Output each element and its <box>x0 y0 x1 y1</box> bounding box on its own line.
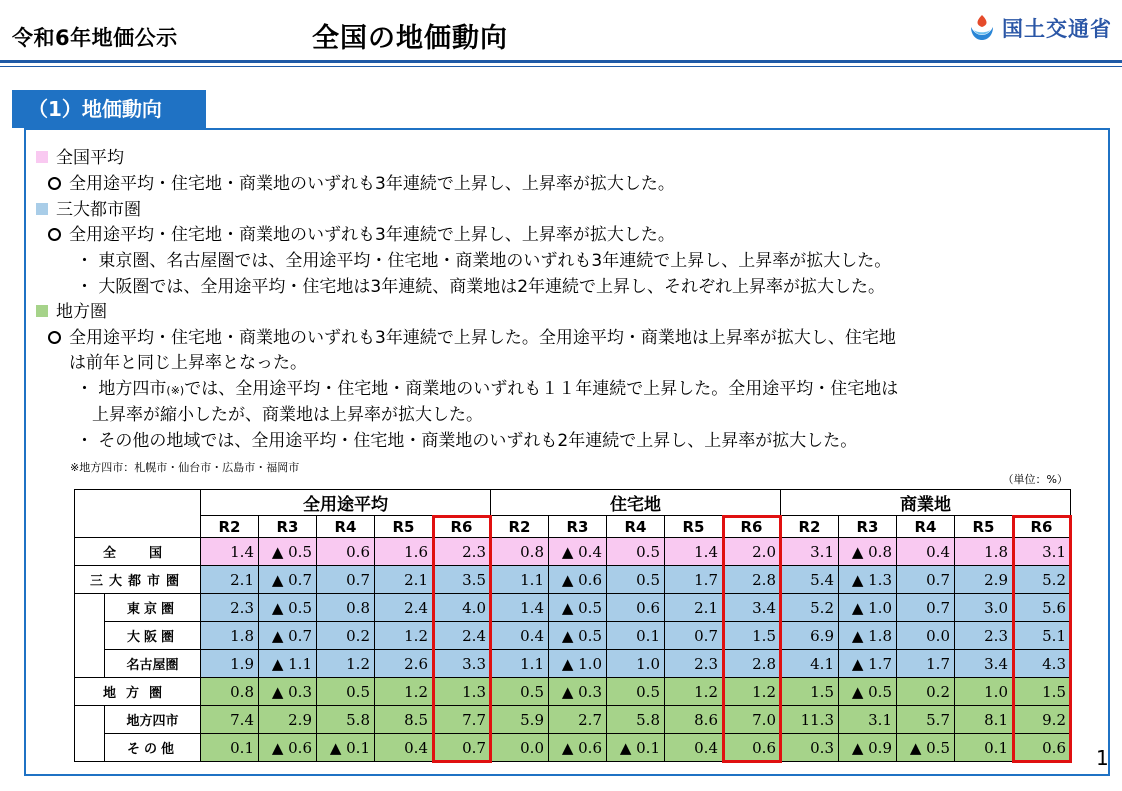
value-cell: ▲ 0.1 <box>607 734 665 762</box>
year-header-all-r4: R4 <box>317 516 375 538</box>
group-header-residential: 住宅地 <box>491 490 781 516</box>
value-cell: 2.3 <box>201 594 259 622</box>
value-cell: ▲ 0.5 <box>259 594 317 622</box>
value-cell: 0.0 <box>897 622 955 650</box>
value-cell: 2.3 <box>433 538 491 566</box>
value-cell: 9.2 <box>1013 706 1071 734</box>
tokyo-nagoya-bullet: ・ 東京圏、名古屋圏では、全用途平均・住宅地・商業地のいずれも3年連続で上昇し、上昇率が拡大した。 <box>76 251 892 271</box>
indent-cell <box>75 706 105 734</box>
year-header-all-r6: R6 <box>433 516 491 538</box>
circle-bullet-icon <box>48 177 61 190</box>
value-cell: ▲ 1.7 <box>839 650 897 678</box>
header-subtitle: 令和6年地価公示 <box>12 26 178 50</box>
value-cell: 2.1 <box>665 594 723 622</box>
value-cell: 5.2 <box>781 594 839 622</box>
year-header-residential-r4: R4 <box>607 516 665 538</box>
value-cell: 1.5 <box>723 622 781 650</box>
value-cell: 3.1 <box>781 538 839 566</box>
value-cell: ▲ 1.8 <box>839 622 897 650</box>
value-cell: 11.3 <box>781 706 839 734</box>
row-name: 名古屋圏 <box>105 650 201 678</box>
value-cell: 0.5 <box>317 678 375 706</box>
year-header-commercial-r3: R3 <box>839 516 897 538</box>
value-cell: 0.8 <box>491 538 549 566</box>
row-name: 全 国 <box>75 538 201 566</box>
pink-square-icon <box>36 151 48 163</box>
value-cell: ▲ 0.5 <box>549 622 607 650</box>
value-cell: 1.1 <box>491 566 549 594</box>
row-name: 地方圏 <box>75 678 201 706</box>
value-cell: 5.9 <box>491 706 549 734</box>
circle-bullet-icon <box>48 331 61 344</box>
value-cell: 0.1 <box>607 622 665 650</box>
value-cell: 0.5 <box>607 566 665 594</box>
year-header-all-r3: R3 <box>259 516 317 538</box>
value-cell: ▲ 0.5 <box>259 538 317 566</box>
value-cell: 0.7 <box>665 622 723 650</box>
table-row <box>75 678 1071 706</box>
unit-label: （単位：%） <box>1002 473 1068 486</box>
green-square-icon <box>36 305 48 317</box>
value-cell: ▲ 0.7 <box>259 566 317 594</box>
value-cell: 1.2 <box>375 678 433 706</box>
table-row <box>75 594 1071 622</box>
circle-bullet-icon <box>48 228 61 241</box>
value-cell: 2.3 <box>665 650 723 678</box>
value-cell: 0.3 <box>781 734 839 762</box>
value-cell: ▲ 0.6 <box>549 566 607 594</box>
value-cell: ▲ 0.6 <box>549 734 607 762</box>
value-cell: 2.4 <box>433 622 491 650</box>
value-cell: 1.0 <box>955 678 1013 706</box>
header-rule-thick <box>0 60 1122 63</box>
value-cell: ▲ 1.3 <box>839 566 897 594</box>
heading-three-metro: 三大都市圏 <box>36 195 141 220</box>
row-name: 東京圏 <box>105 594 201 622</box>
value-cell: 0.1 <box>201 734 259 762</box>
value-cell: 5.7 <box>897 706 955 734</box>
value-cell: 3.4 <box>723 594 781 622</box>
value-cell: 2.6 <box>375 650 433 678</box>
ministry-logo <box>968 12 1112 44</box>
value-cell: ▲ 1.0 <box>549 650 607 678</box>
table-year-header-row <box>75 516 1071 538</box>
value-cell: 1.5 <box>1013 678 1071 706</box>
value-cell: 8.1 <box>955 706 1013 734</box>
indent-cell <box>75 594 105 622</box>
footnote: ※地方四市：札幌市・仙台市・広島市・福岡市 <box>70 461 300 474</box>
value-cell: ▲ 0.4 <box>549 538 607 566</box>
table-group-header-row <box>75 490 1071 516</box>
value-cell: 5.4 <box>781 566 839 594</box>
value-cell: 1.0 <box>607 650 665 678</box>
blue-square-icon <box>36 203 48 215</box>
value-cell: 3.3 <box>433 650 491 678</box>
year-header-commercial-r5: R5 <box>955 516 1013 538</box>
table-row <box>75 538 1071 566</box>
value-cell: 2.3 <box>955 622 1013 650</box>
year-header-residential-r2: R2 <box>491 516 549 538</box>
value-cell: 0.2 <box>317 622 375 650</box>
value-cell: 2.9 <box>259 706 317 734</box>
value-cell: ▲ 0.3 <box>549 678 607 706</box>
value-cell: 2.8 <box>723 566 781 594</box>
heading-regional: 地方圏 <box>36 297 107 322</box>
value-cell: ▲ 0.9 <box>839 734 897 762</box>
regional-summary-cont: は前年と同じ上昇率となった。 <box>69 353 307 373</box>
value-cell: 7.4 <box>201 706 259 734</box>
value-cell: 0.4 <box>665 734 723 762</box>
others-bullet: ・ その他の地域では、全用途平均・住宅地・商業地のいずれも2年連続で上昇し、上昇率が拡大した。 <box>76 431 858 451</box>
value-cell: 1.4 <box>665 538 723 566</box>
value-cell: 3.1 <box>1013 538 1071 566</box>
row-name: 三大都市圏 <box>75 566 201 594</box>
indent-cell <box>75 622 105 650</box>
header-rule-thin <box>0 66 1122 67</box>
page-title: 全国の地価動向 <box>312 23 508 54</box>
indent-cell <box>75 734 105 762</box>
value-cell: 0.5 <box>607 678 665 706</box>
value-cell: ▲ 0.8 <box>839 538 897 566</box>
page-number: 1 <box>1096 746 1109 770</box>
indent-cell <box>75 650 105 678</box>
value-cell: 2.4 <box>375 594 433 622</box>
value-cell: 1.2 <box>723 678 781 706</box>
value-cell: ▲ 0.7 <box>259 622 317 650</box>
value-cell: 0.6 <box>317 538 375 566</box>
value-cell: 5.6 <box>1013 594 1071 622</box>
land-price-table <box>74 489 1071 762</box>
group-header-all: 全用途平均 <box>201 490 491 516</box>
value-cell: 1.2 <box>375 622 433 650</box>
value-cell: 2.7 <box>549 706 607 734</box>
value-cell: 1.8 <box>955 538 1013 566</box>
value-cell: ▲ 1.1 <box>259 650 317 678</box>
value-cell: 1.1 <box>491 650 549 678</box>
value-cell: 2.1 <box>375 566 433 594</box>
value-cell: 1.3 <box>433 678 491 706</box>
value-cell: 1.5 <box>781 678 839 706</box>
value-cell: 5.8 <box>607 706 665 734</box>
value-cell: 8.5 <box>375 706 433 734</box>
mlit-logo-icon <box>968 13 996 43</box>
value-cell: 1.7 <box>665 566 723 594</box>
value-cell: 1.4 <box>491 594 549 622</box>
value-cell: 7.7 <box>433 706 491 734</box>
four-cities-cont: 上昇率が縮小したが、商業地は上昇率が拡大した。 <box>92 405 483 425</box>
value-cell: 4.3 <box>1013 650 1071 678</box>
national-summary: 全用途平均・住宅地・商業地のいずれも3年連続で上昇し、上昇率が拡大した。 <box>48 169 675 194</box>
value-cell: ▲ 0.3 <box>259 678 317 706</box>
four-cities-bullet: ・ 地方四市(※)では、全用途平均・住宅地・商業地のいずれも１１年連続で上昇した。全用途平均・住宅地は <box>76 379 899 399</box>
group-header-commercial: 商業地 <box>781 490 1071 516</box>
logo-text: 国土交通省 <box>1002 17 1112 41</box>
value-cell: ▲ 0.6 <box>259 734 317 762</box>
value-cell: 1.4 <box>201 538 259 566</box>
osaka-bullet: ・ 大阪圏では、全用途平均・住宅地は3年連続、商業地は2年連続で上昇し、それぞれ上昇率が拡大した。 <box>76 277 886 297</box>
value-cell: ▲ 1.0 <box>839 594 897 622</box>
year-header-residential-r3: R3 <box>549 516 607 538</box>
value-cell: ▲ 0.5 <box>839 678 897 706</box>
value-cell: 5.2 <box>1013 566 1071 594</box>
value-cell: 0.6 <box>607 594 665 622</box>
page-header <box>0 0 1122 72</box>
year-header-commercial-r2: R2 <box>781 516 839 538</box>
value-cell: 0.0 <box>491 734 549 762</box>
value-cell: 0.5 <box>607 538 665 566</box>
value-cell: 3.5 <box>433 566 491 594</box>
value-cell: 7.0 <box>723 706 781 734</box>
value-cell: 3.0 <box>955 594 1013 622</box>
value-cell: 0.4 <box>491 622 549 650</box>
year-header-all-r2: R2 <box>201 516 259 538</box>
table-row <box>75 566 1071 594</box>
value-cell: 0.7 <box>897 594 955 622</box>
value-cell: 6.9 <box>781 622 839 650</box>
row-name: 地方四市 <box>105 706 201 734</box>
value-cell: 1.6 <box>375 538 433 566</box>
value-cell: ▲ 0.5 <box>549 594 607 622</box>
value-cell: 0.6 <box>723 734 781 762</box>
value-cell: 2.1 <box>201 566 259 594</box>
value-cell: 0.1 <box>955 734 1013 762</box>
value-cell: 0.7 <box>317 566 375 594</box>
table-corner-cell <box>75 490 201 538</box>
value-cell: 0.6 <box>1013 734 1071 762</box>
three-metro-summary: 全用途平均・住宅地・商業地のいずれも3年連続で上昇し、上昇率が拡大した。 <box>48 220 675 245</box>
value-cell: 0.5 <box>491 678 549 706</box>
value-cell: 4.0 <box>433 594 491 622</box>
year-header-residential-r5: R5 <box>665 516 723 538</box>
table-row <box>75 734 1071 762</box>
table-row <box>75 650 1071 678</box>
value-cell: 0.7 <box>897 566 955 594</box>
value-cell: 2.0 <box>723 538 781 566</box>
value-cell: 1.2 <box>317 650 375 678</box>
row-name: その他 <box>105 734 201 762</box>
value-cell: ▲ 0.1 <box>317 734 375 762</box>
value-cell: 5.1 <box>1013 622 1071 650</box>
value-cell: 0.8 <box>201 678 259 706</box>
year-header-commercial-r4: R4 <box>897 516 955 538</box>
value-cell: 3.4 <box>955 650 1013 678</box>
year-header-all-r5: R5 <box>375 516 433 538</box>
table-row <box>75 622 1071 650</box>
value-cell: 1.9 <box>201 650 259 678</box>
regional-summary: 全用途平均・住宅地・商業地のいずれも3年連続で上昇した。全用途平均・商業地は上昇率が拡大し、住宅地 <box>48 323 896 348</box>
value-cell: ▲ 0.5 <box>897 734 955 762</box>
value-cell: 1.2 <box>665 678 723 706</box>
heading-national: 全国平均 <box>36 143 124 168</box>
value-cell: 1.8 <box>201 622 259 650</box>
value-cell: 5.8 <box>317 706 375 734</box>
year-header-residential-r6: R6 <box>723 516 781 538</box>
year-header-commercial-r6: R6 <box>1013 516 1071 538</box>
value-cell: 0.8 <box>317 594 375 622</box>
value-cell: 8.6 <box>665 706 723 734</box>
value-cell: 1.7 <box>897 650 955 678</box>
value-cell: 2.8 <box>723 650 781 678</box>
value-cell: 4.1 <box>781 650 839 678</box>
section-tab: （1）地価動向 <box>12 90 206 128</box>
value-cell: 0.2 <box>897 678 955 706</box>
value-cell: 0.7 <box>433 734 491 762</box>
row-name: 大阪圏 <box>105 622 201 650</box>
table-row <box>75 706 1071 734</box>
value-cell: 2.9 <box>955 566 1013 594</box>
value-cell: 0.4 <box>897 538 955 566</box>
value-cell: 0.4 <box>375 734 433 762</box>
value-cell: 3.1 <box>839 706 897 734</box>
